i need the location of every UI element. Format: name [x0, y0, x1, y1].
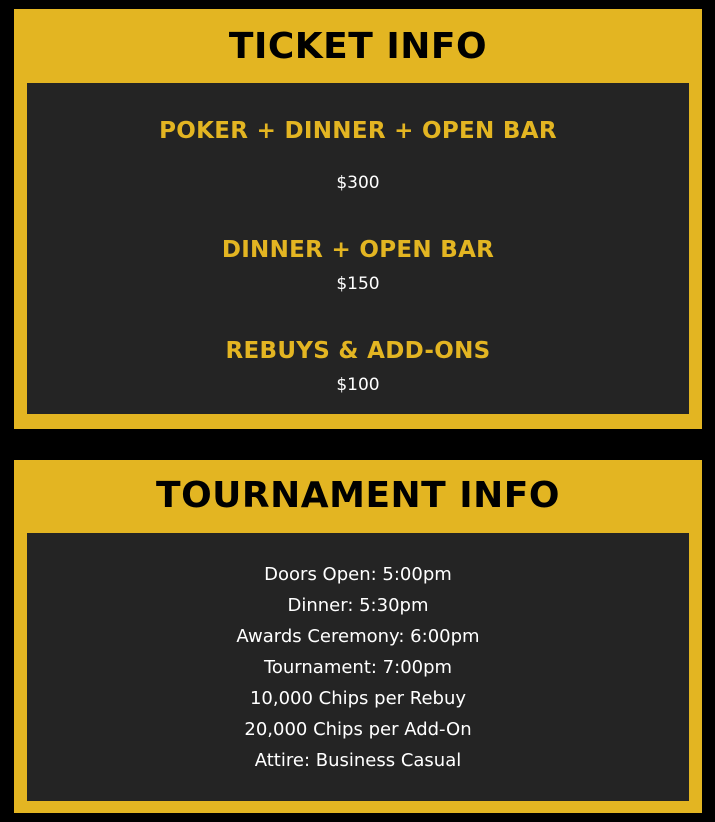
schedule-item-doors-open: Doors Open: 5:00pm: [264, 564, 452, 585]
ticket-info-card: [14, 9, 702, 429]
schedule-item-awards: Awards Ceremony: 6:00pm: [236, 626, 480, 647]
tier-name-dinner-bar: DINNER + OPEN BAR: [221, 237, 495, 263]
tournament-info-card: [14, 460, 702, 813]
schedule-item-tournament: Tournament: 7:00pm: [263, 657, 453, 678]
tier-name-poker-dinner-bar: POKER + DINNER + OPEN BAR: [159, 118, 557, 144]
schedule-item-dinner: Dinner: 5:30pm: [287, 595, 429, 616]
schedule-item-addon-chips: 20,000 Chips per Add-On: [244, 719, 472, 740]
schedule-list: [27, 559, 689, 776]
schedule-item-attire: Attire: Business Casual: [254, 750, 462, 771]
ticket-info-title: TICKET INFO: [228, 26, 488, 67]
tier-price-poker-dinner-bar: $300: [336, 173, 380, 193]
tournament-info-title: TOURNAMENT INFO: [156, 475, 560, 516]
tier-name-rebuys-addons: REBUYS & ADD-ONS: [225, 338, 491, 364]
tier-price-rebuys-addons: $100: [336, 375, 380, 395]
ticket-info-panel: [27, 83, 689, 414]
tier-price-dinner-bar: $150: [336, 274, 380, 294]
schedule-item-rebuy-chips: 10,000 Chips per Rebuy: [249, 688, 467, 709]
tournament-info-panel: [27, 533, 689, 801]
